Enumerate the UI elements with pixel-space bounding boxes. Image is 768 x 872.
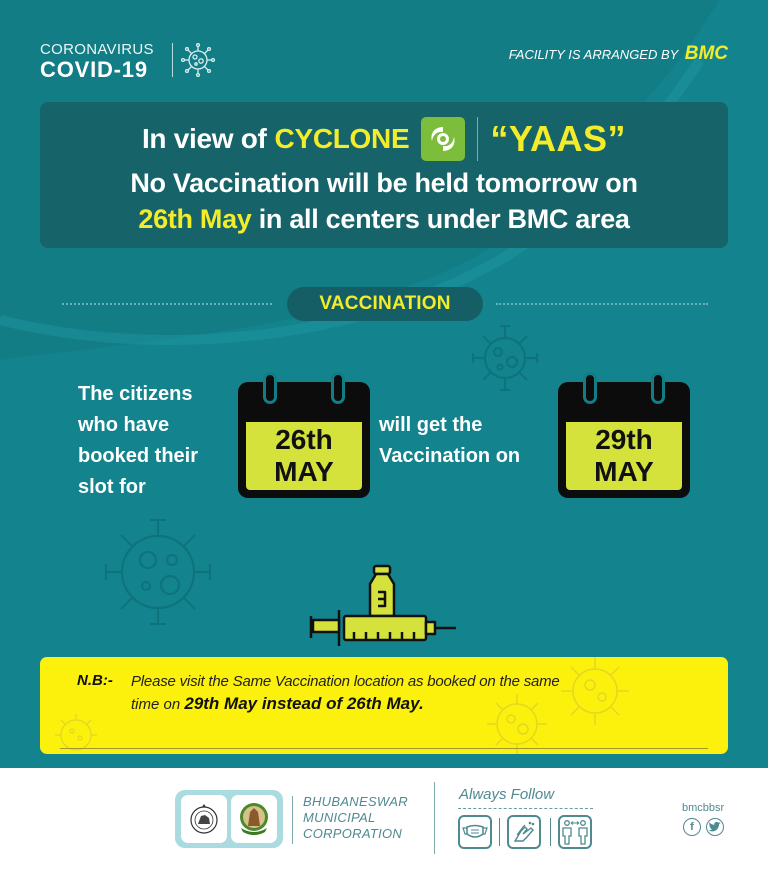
calendar-day: 26th bbox=[275, 424, 333, 455]
calendar-month: MAY bbox=[594, 456, 654, 487]
schedule-text-line: The citizens bbox=[78, 383, 193, 405]
nb-text-line2 bbox=[131, 694, 424, 714]
nb-text-dates: 29th May instead of 26th May bbox=[184, 694, 419, 713]
always-follow-divider bbox=[458, 808, 593, 809]
schedule-text-line: will get the bbox=[379, 414, 483, 436]
nb-notice bbox=[40, 657, 728, 754]
calendar-ring bbox=[651, 372, 665, 404]
facility-text: FACILITY IS ARRANGED BY bbox=[508, 47, 679, 62]
cyclone-name: “YAAS” bbox=[490, 118, 627, 159]
facebook-icon[interactable] bbox=[683, 818, 701, 836]
brand-divider bbox=[172, 43, 173, 77]
syringe-vial-icon bbox=[308, 562, 458, 646]
org-name-line: BHUBANESWAR bbox=[303, 794, 408, 809]
notice-headline bbox=[40, 116, 728, 162]
cyclone-notice-card bbox=[40, 102, 728, 248]
divider-right bbox=[496, 303, 708, 305]
social-handle: bmcbbsr bbox=[682, 802, 725, 814]
bmc-logo bbox=[231, 795, 277, 843]
nb-text-line1: Please visit the Same Vaccination location as booked on the same bbox=[131, 673, 560, 690]
org-divider bbox=[292, 796, 293, 844]
org-name bbox=[303, 794, 408, 842]
brand-subtitle: CORONAVIRUS bbox=[40, 41, 154, 58]
virus-icon bbox=[180, 42, 216, 78]
virus-icon bbox=[550, 657, 640, 731]
schedule-text-line: Vaccination on bbox=[379, 445, 521, 467]
brand-title: COVID-19 bbox=[40, 57, 148, 82]
nb-text-prefix: time on bbox=[131, 696, 185, 713]
footer bbox=[0, 768, 768, 872]
schedule-text-left bbox=[78, 379, 198, 503]
notice-date: 26th May bbox=[138, 204, 252, 234]
logo-group bbox=[175, 790, 283, 848]
notice-date-line bbox=[40, 204, 728, 235]
notice-cyclone-label: CYCLONE bbox=[274, 123, 410, 154]
notice-prefix: In view of bbox=[141, 123, 267, 154]
social-distance-icon bbox=[558, 815, 592, 849]
section-title: VACCINATION bbox=[287, 287, 483, 321]
org-name-line: MUNICIPAL bbox=[303, 810, 376, 825]
notice-message: No Vaccination will be held tomorrow on bbox=[130, 168, 638, 198]
calendar-ring bbox=[331, 372, 345, 404]
calendar-day: 29th bbox=[595, 424, 653, 455]
covid-brand bbox=[40, 41, 154, 82]
rule-divider bbox=[499, 818, 500, 846]
nb-label: N.B:- bbox=[77, 672, 113, 689]
hand-wash-icon bbox=[507, 815, 541, 849]
calendar-ring bbox=[583, 372, 597, 404]
notice-scope: in all centers under BMC area bbox=[251, 204, 630, 234]
notice-separator bbox=[477, 117, 478, 161]
facility-org: BMC bbox=[684, 43, 728, 64]
calendar-original-date bbox=[238, 372, 370, 498]
calendar-new-date bbox=[558, 372, 690, 498]
org-name-line: CORPORATION bbox=[303, 826, 403, 841]
odisha-emblem-logo bbox=[181, 795, 227, 843]
nb-underline bbox=[60, 748, 708, 749]
virus-icon bbox=[480, 687, 554, 754]
schedule-text-line: slot for bbox=[78, 476, 146, 498]
footer-divider bbox=[434, 782, 435, 854]
facility-note bbox=[509, 43, 728, 65]
schedule-text-line: booked their bbox=[78, 445, 199, 467]
face-mask-icon bbox=[458, 815, 492, 849]
divider-left bbox=[62, 303, 272, 305]
always-follow-label: Always Follow bbox=[459, 786, 555, 803]
calendar-month: MAY bbox=[274, 456, 334, 487]
rule-divider bbox=[550, 818, 551, 846]
facebook-glyph: f bbox=[690, 821, 694, 833]
cyclone-icon bbox=[421, 117, 465, 161]
schedule-text-line: who have bbox=[78, 414, 170, 436]
calendar-ring bbox=[263, 372, 277, 404]
twitter-icon[interactable] bbox=[706, 818, 724, 836]
schedule-text-middle bbox=[379, 410, 520, 472]
nb-text-suffix: . bbox=[418, 694, 424, 713]
